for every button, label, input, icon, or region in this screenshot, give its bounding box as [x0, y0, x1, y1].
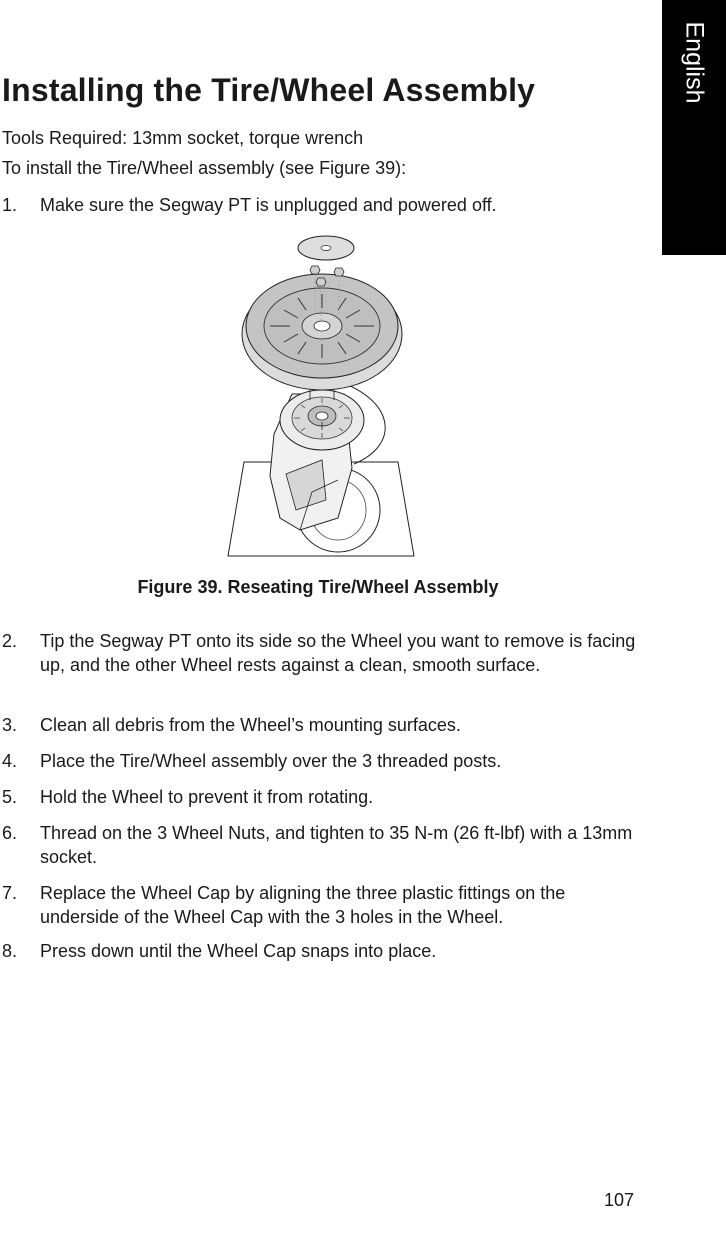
step-number: 8. — [2, 941, 18, 961]
language-tab — [662, 0, 726, 255]
step-number: 4. — [2, 751, 18, 771]
section-heading: Installing the Tire/Wheel Assembly — [2, 72, 536, 108]
figure-caption: Figure 39. Reseating Tire/Wheel Assembly — [137, 577, 499, 597]
hub-bore — [316, 412, 328, 420]
step-text: Clean all debris from the Wheel’s mounting surfaces. — [40, 715, 461, 735]
step-text: Hold the Wheel to prevent it from rotating. — [40, 787, 374, 807]
step-text: Press down until the Wheel Cap snaps into place. — [40, 941, 437, 961]
step-text: Tip the Segway PT onto its side so the Wheel you want to remove is facing up, and the other Wheel rests against a clean, smooth surface. — [40, 631, 636, 675]
step-text: Thread on the 3 Wheel Nuts, and tighten to 35 N-m (26 ft-lbf) with a 13mm socket. — [40, 823, 633, 867]
wheel-center-hole — [314, 321, 330, 331]
step-number: 6. — [2, 823, 18, 843]
language-tab-label: English — [680, 21, 709, 104]
step-number: 7. — [2, 883, 18, 903]
step-text: Place the Tire/Wheel assembly over the 3 threaded posts. — [40, 751, 502, 771]
step-text: Make sure the Segway PT is unplugged and powered off. — [40, 195, 497, 215]
step-number: 2. — [2, 631, 18, 651]
step-number: 1. — [2, 195, 18, 215]
wheel-cap-center — [321, 246, 331, 251]
tools-required-text: Tools Required: 13mm socket, torque wrench — [2, 128, 364, 148]
step-number: 5. — [2, 787, 18, 807]
page-number: 107 — [603, 1190, 634, 1210]
intro-text: To install the Tire/Wheel assembly (see Figure 39): — [2, 158, 407, 178]
step-number: 3. — [2, 715, 18, 735]
tire-wheel-assembly-figure — [226, 230, 418, 560]
step-text: Replace the Wheel Cap by aligning the three plastic fittings on the underside of the Wheel Cap with the 3 holes in the Wheel. — [40, 883, 566, 927]
